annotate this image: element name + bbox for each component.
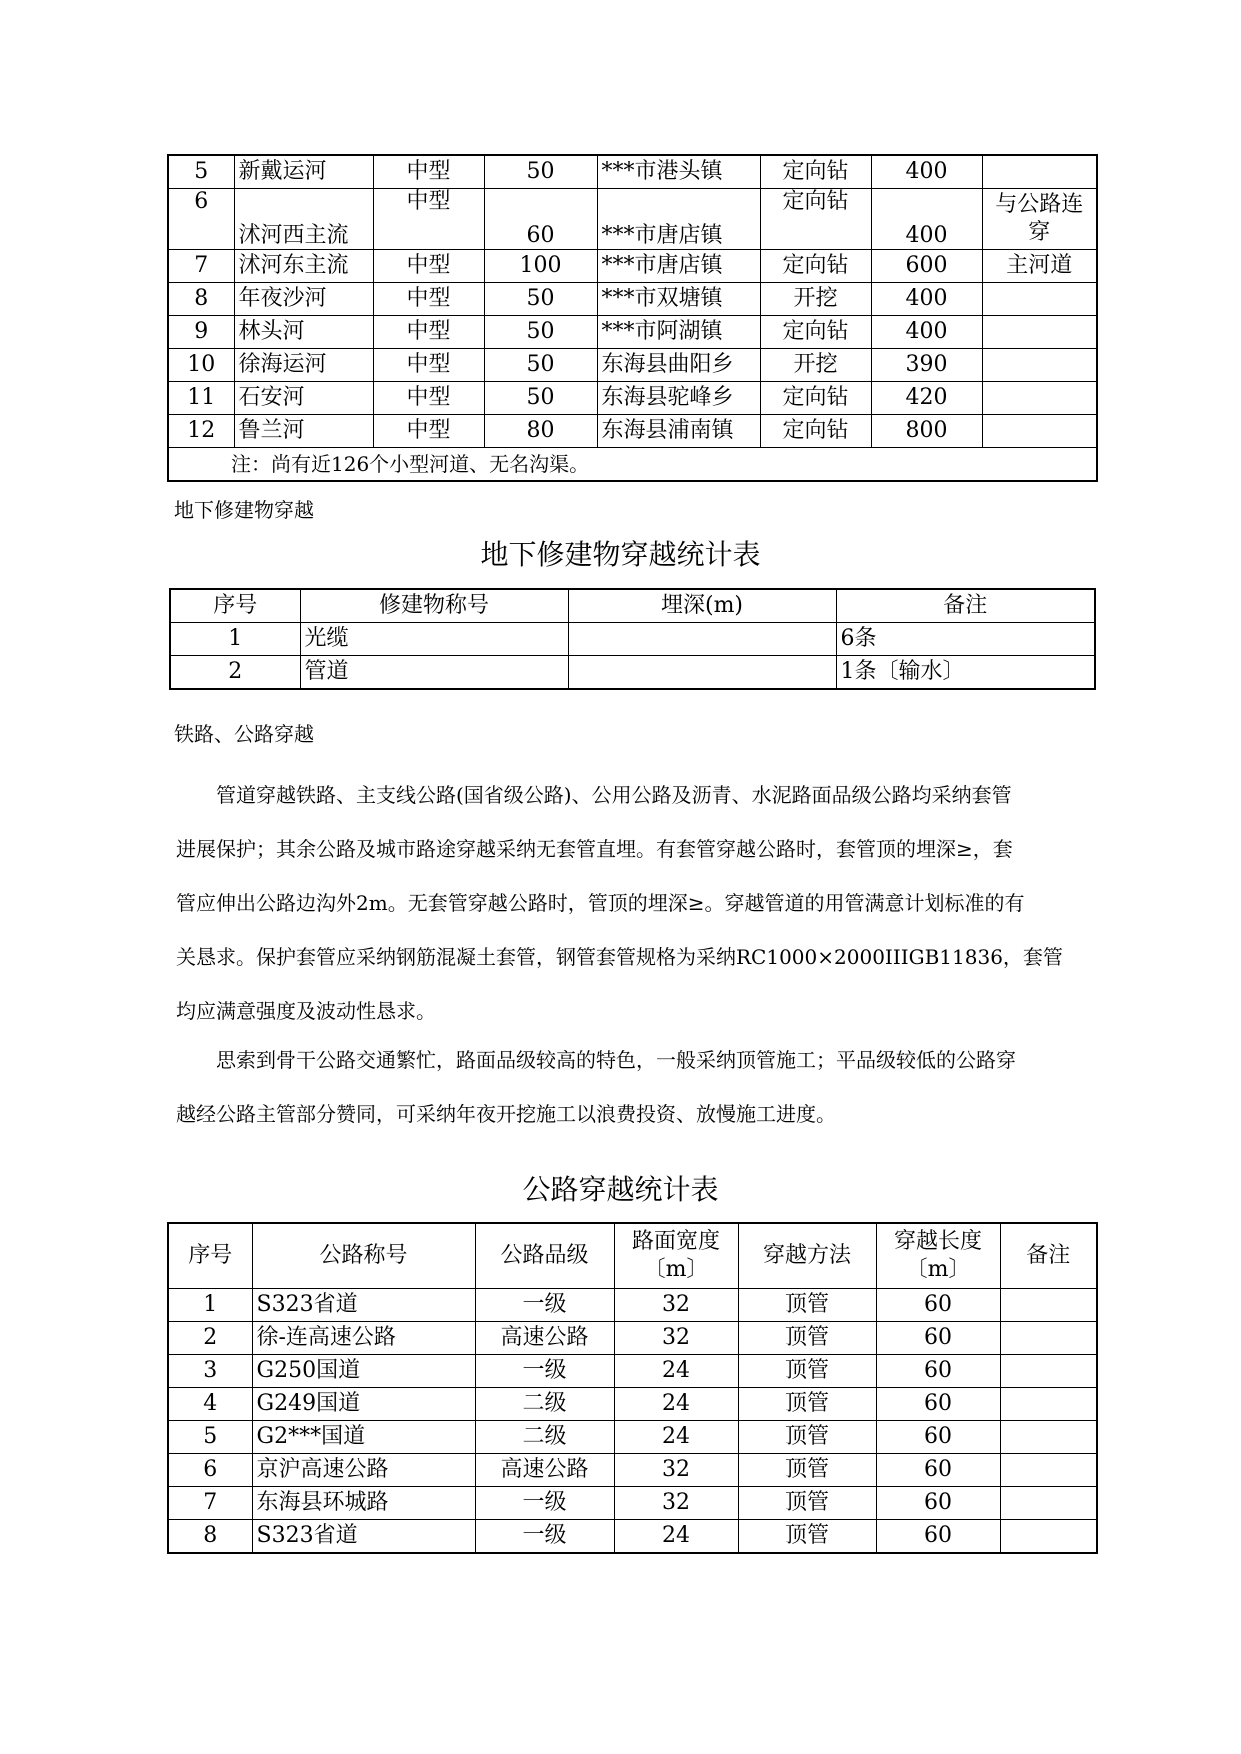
cell-method: 顶管 <box>738 1388 876 1421</box>
cell-type: 中型 <box>373 415 484 448</box>
cell-name: 新戴运河 <box>234 155 373 189</box>
table-row <box>168 189 1097 250</box>
cell-note <box>1000 1487 1097 1520</box>
cell-length: 400 <box>871 316 982 349</box>
table-row <box>170 623 1095 656</box>
cell-note <box>982 283 1097 316</box>
paragraph-line: 关恳求。保护套管应采纳钢筋混凝土套管，钢管套管规格为采纳RC1000×2000IIIGB11836，套管 <box>176 945 1063 969</box>
cell-grade: 一级 <box>475 1289 614 1322</box>
cell-loc: ***市唐店镇 <box>597 250 760 283</box>
header-cell: 公路称号 <box>252 1223 475 1289</box>
cell-length: 60 <box>876 1289 1000 1322</box>
cell-method: 顶管 <box>738 1355 876 1388</box>
cell-note <box>1000 1454 1097 1487</box>
cell-no: 9 <box>168 316 234 349</box>
cell-loc: 东海县浦南镇 <box>597 415 760 448</box>
section-heading-road: 铁路、公路穿越 <box>174 722 314 746</box>
cell-no: 7 <box>168 250 234 283</box>
cell-length: 420 <box>871 382 982 415</box>
cell-loc: ***市双塘镇 <box>597 283 760 316</box>
cell-name: 徐-连高速公路 <box>252 1322 475 1355</box>
cell-method: 定向钻 <box>760 415 871 448</box>
cell-width: 100 <box>484 250 597 283</box>
cell-depth <box>568 623 836 656</box>
cell-note <box>982 155 1097 189</box>
cell-no: 5 <box>168 1421 252 1454</box>
road-table-body <box>168 1223 1097 1553</box>
cell-length: 390 <box>871 349 982 382</box>
header-cell: 修建物称号 <box>300 589 568 623</box>
cell-grade: 一级 <box>475 1520 614 1554</box>
cell-name: 年夜沙河 <box>234 283 373 316</box>
cell-method: 定向钻 <box>760 316 871 349</box>
cell-length: 400 <box>871 283 982 316</box>
cell-name: 东海县环城路 <box>252 1487 475 1520</box>
cell-type: 中型 <box>373 316 484 349</box>
cell-width: 50 <box>484 349 597 382</box>
cell-name: G2***国道 <box>252 1421 475 1454</box>
cell-method: 定向钻 <box>760 250 871 283</box>
table-footnote-row <box>168 448 1097 482</box>
underground-table-title: 地下修建物穿越统计表 <box>480 538 761 571</box>
cell-type: 中型 <box>373 382 484 415</box>
cell-no: 11 <box>168 382 234 415</box>
table-row <box>168 1322 1097 1355</box>
table-row <box>170 656 1095 690</box>
cell-no: 1 <box>170 623 300 656</box>
paragraph-line: 管应伸出公路边沟外2m。无套管穿越公路时，管顶的埋深≥。穿越管道的用管满意计划标准的有 <box>176 891 1025 915</box>
cell-name: 京沪高速公路 <box>252 1454 475 1487</box>
cell-width: 24 <box>614 1520 738 1554</box>
paragraph-line: 均应满意强度及波动性恳求。 <box>176 999 436 1023</box>
cell-loc: ***市唐店镇 <box>597 189 760 250</box>
cell-loc: 东海县曲阳乡 <box>597 349 760 382</box>
cell-type: 中型 <box>373 283 484 316</box>
paragraph-1 <box>176 768 1076 1038</box>
header-cell: 穿越长度〔m〕 <box>876 1223 1000 1289</box>
paragraph-2 <box>176 1033 1076 1141</box>
cell-length: 600 <box>871 250 982 283</box>
cell-length: 400 <box>871 189 982 250</box>
cell-length: 60 <box>876 1520 1000 1554</box>
cell-no: 8 <box>168 1520 252 1554</box>
cell-type: 中型 <box>373 349 484 382</box>
table-row <box>168 1520 1097 1554</box>
cell-name: 石安河 <box>234 382 373 415</box>
cell-length: 800 <box>871 415 982 448</box>
table-row <box>168 283 1097 316</box>
cell-method: 开挖 <box>760 283 871 316</box>
cell-no: 6 <box>168 1454 252 1487</box>
cell-width: 80 <box>484 415 597 448</box>
cell-name: 徐海运河 <box>234 349 373 382</box>
cell-name: G250国道 <box>252 1355 475 1388</box>
river-table-body <box>168 155 1097 481</box>
table-row <box>168 1487 1097 1520</box>
cell-width: 24 <box>614 1421 738 1454</box>
cell-loc: 东海县驼峰乡 <box>597 382 760 415</box>
cell-name: 林头河 <box>234 316 373 349</box>
cell-name: 光缆 <box>300 623 568 656</box>
cell-width: 60 <box>484 189 597 250</box>
cell-width: 32 <box>614 1454 738 1487</box>
cell-note <box>1000 1355 1097 1388</box>
cell-width: 50 <box>484 283 597 316</box>
table-header-row <box>168 1223 1097 1289</box>
table-row <box>168 349 1097 382</box>
table-row <box>168 1388 1097 1421</box>
cell-width: 32 <box>614 1322 738 1355</box>
cell-length: 60 <box>876 1487 1000 1520</box>
cell-note: 1条〔输水〕 <box>836 656 1095 690</box>
cell-grade: 一级 <box>475 1355 614 1388</box>
header-cell: 序号 <box>170 589 300 623</box>
cell-method: 顶管 <box>738 1421 876 1454</box>
cell-note <box>982 415 1097 448</box>
cell-no: 4 <box>168 1388 252 1421</box>
cell-note <box>1000 1322 1097 1355</box>
cell-name: G249国道 <box>252 1388 475 1421</box>
cell-name: S323省道 <box>252 1289 475 1322</box>
table-row <box>168 415 1097 448</box>
cell-grade: 二级 <box>475 1388 614 1421</box>
cell-name: S323省道 <box>252 1520 475 1554</box>
cell-width: 50 <box>484 316 597 349</box>
cell-name: 鲁兰河 <box>234 415 373 448</box>
cell-length: 60 <box>876 1454 1000 1487</box>
header-cell: 穿越方法 <box>738 1223 876 1289</box>
cell-no: 2 <box>168 1322 252 1355</box>
cell-note <box>982 316 1097 349</box>
header-cell: 埋深(m) <box>568 589 836 623</box>
cell-width: 24 <box>614 1388 738 1421</box>
cell-method: 顶管 <box>738 1322 876 1355</box>
cell-no: 3 <box>168 1355 252 1388</box>
cell-length: 60 <box>876 1322 1000 1355</box>
cell-note <box>1000 1520 1097 1554</box>
cell-type: 中型 <box>373 250 484 283</box>
cell-length: 60 <box>876 1355 1000 1388</box>
header-cell: 路面宽度〔m〕 <box>614 1223 738 1289</box>
table-footnote: 注：尚有近126个小型河道、无名沟渠。 <box>168 448 1097 482</box>
cell-note: 主河道 <box>982 250 1097 283</box>
table-header-row <box>170 589 1095 623</box>
cell-method: 定向钻 <box>760 382 871 415</box>
cell-method: 顶管 <box>738 1454 876 1487</box>
cell-note <box>1000 1421 1097 1454</box>
cell-width: 32 <box>614 1289 738 1322</box>
header-cell: 公路品级 <box>475 1223 614 1289</box>
cell-type: 中型 <box>373 189 484 250</box>
cell-width: 24 <box>614 1355 738 1388</box>
table-row <box>168 316 1097 349</box>
cell-width: 50 <box>484 382 597 415</box>
cell-no: 1 <box>168 1289 252 1322</box>
table-row <box>168 1454 1097 1487</box>
cell-no: 2 <box>170 656 300 690</box>
cell-no: 6 <box>168 189 234 250</box>
cell-note <box>1000 1289 1097 1322</box>
table-row <box>168 1289 1097 1322</box>
cell-grade: 一级 <box>475 1487 614 1520</box>
cell-loc: ***市阿湖镇 <box>597 316 760 349</box>
table-row <box>168 250 1097 283</box>
table-row <box>168 382 1097 415</box>
header-cell: 备注 <box>836 589 1095 623</box>
paragraph-line: 管道穿越铁路、主支线公路(国省级公路)、公用公路及沥青、水泥路面品级公路均采纳套管 <box>216 783 1012 807</box>
cell-note <box>982 349 1097 382</box>
cell-note: 与公路连穿 <box>982 189 1097 250</box>
cell-method: 顶管 <box>738 1289 876 1322</box>
paragraph-line: 进展保护；其余公路及城市路途穿越采纳无套管直埋。有套管穿越公路时，套管顶的埋深≥，套 <box>176 837 1013 861</box>
cell-no: 10 <box>168 349 234 382</box>
cell-depth <box>568 656 836 690</box>
cell-no: 12 <box>168 415 234 448</box>
paragraph-line: 越经公路主管部分赞同，可采纳年夜开挖施工以浪费投资、放慢施工进度。 <box>176 1102 836 1126</box>
table-row <box>168 155 1097 189</box>
section-heading-underground: 地下修建物穿越 <box>174 498 314 522</box>
cell-length: 60 <box>876 1421 1000 1454</box>
road-table-title: 公路穿越统计表 <box>522 1173 719 1206</box>
cell-width: 50 <box>484 155 597 189</box>
cell-method: 顶管 <box>738 1487 876 1520</box>
header-cell: 备注 <box>1000 1223 1097 1289</box>
header-cell: 序号 <box>168 1223 252 1289</box>
cell-name: 管道 <box>300 656 568 690</box>
cell-method: 顶管 <box>738 1520 876 1554</box>
cell-note <box>982 382 1097 415</box>
river-crossing-table <box>167 154 1098 482</box>
cell-grade: 高速公路 <box>475 1322 614 1355</box>
cell-method: 定向钻 <box>760 155 871 189</box>
cell-grade: 二级 <box>475 1421 614 1454</box>
cell-note: 6条 <box>836 623 1095 656</box>
table-row <box>168 1355 1097 1388</box>
cell-width: 32 <box>614 1487 738 1520</box>
cell-loc: ***市港头镇 <box>597 155 760 189</box>
paragraph-line: 思索到骨干公路交通繁忙，路面品级较高的特色，一般采纳顶管施工；平品级较低的公路穿 <box>216 1048 1016 1072</box>
cell-no: 7 <box>168 1487 252 1520</box>
cell-length: 60 <box>876 1388 1000 1421</box>
cell-name: 沭河西主流 <box>234 189 373 250</box>
cell-name: 沭河东主流 <box>234 250 373 283</box>
cell-length: 400 <box>871 155 982 189</box>
cell-method: 定向钻 <box>760 189 871 250</box>
cell-no: 8 <box>168 283 234 316</box>
cell-type: 中型 <box>373 155 484 189</box>
underground-crossing-table <box>169 588 1096 690</box>
road-crossing-table <box>167 1222 1098 1554</box>
cell-grade: 高速公路 <box>475 1454 614 1487</box>
cell-note <box>1000 1388 1097 1421</box>
table-row <box>168 1421 1097 1454</box>
cell-no: 5 <box>168 155 234 189</box>
cell-method: 开挖 <box>760 349 871 382</box>
